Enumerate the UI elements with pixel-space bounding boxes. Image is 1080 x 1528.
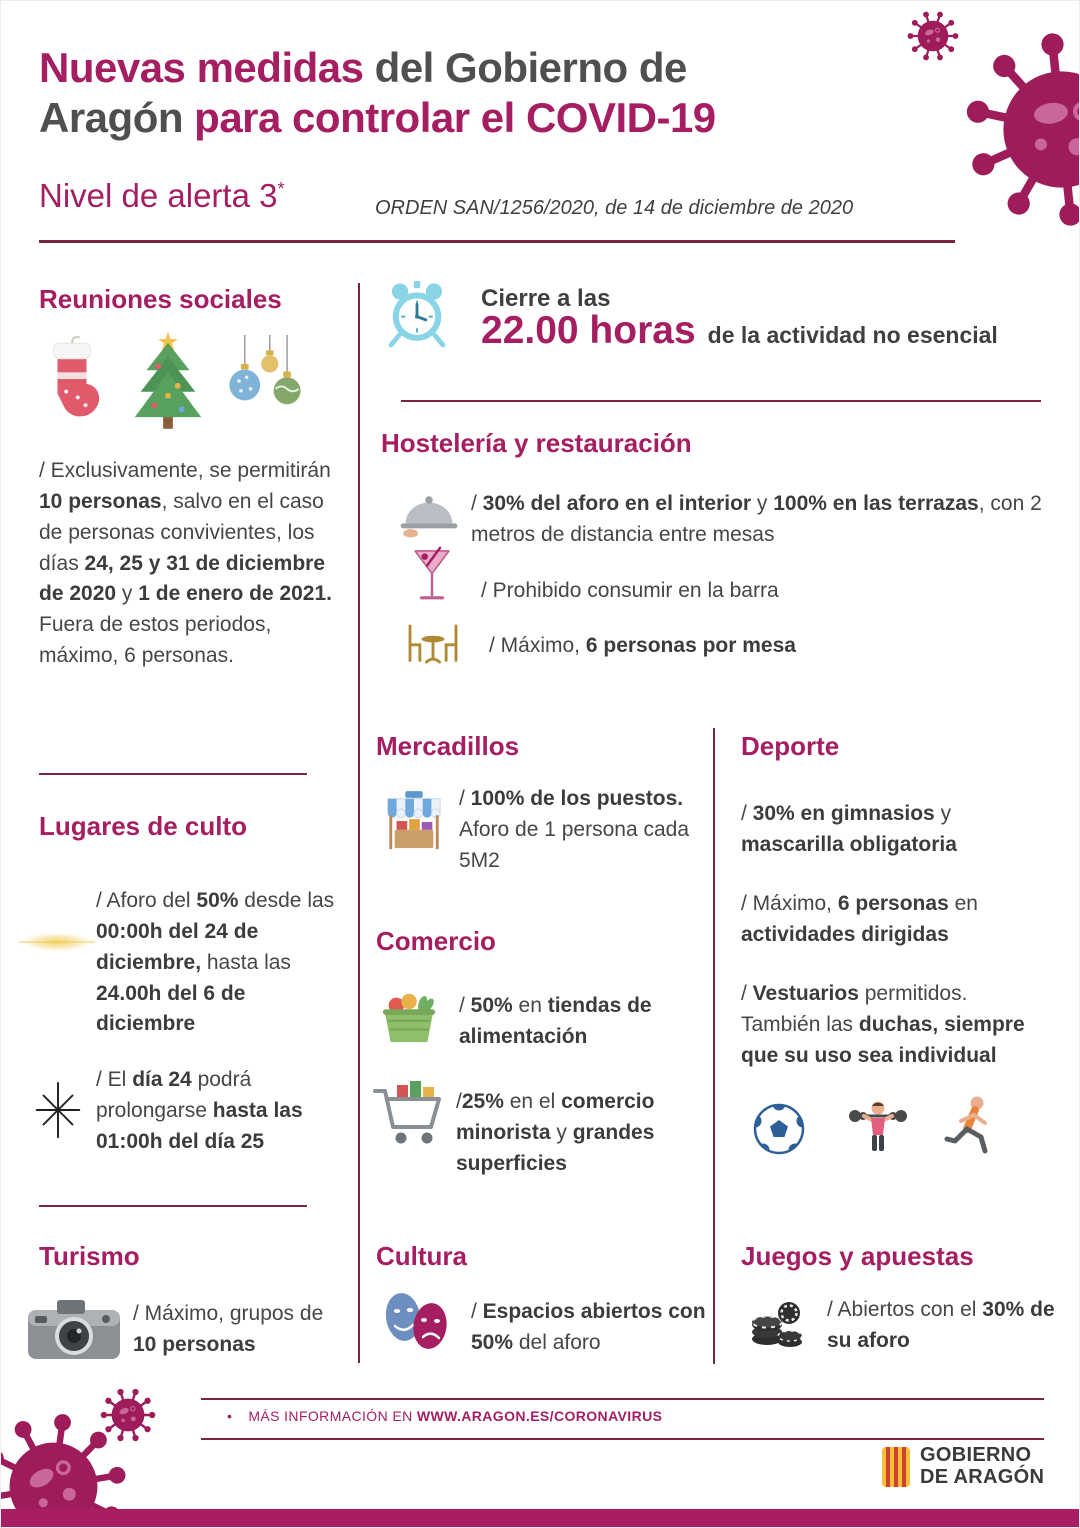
ornaments-icon bbox=[223, 335, 305, 435]
juegos-item1-text: / Abiertos con el 30% de su aforo bbox=[827, 1298, 1055, 1352]
culto-item2-text: / El día 24 podrá prolongarse hasta las 01:00h del día 25 bbox=[96, 1068, 303, 1153]
order-reference: ORDEN SAN/1256/2020, de 14 de diciembre de 2020 bbox=[375, 197, 854, 219]
closure-intro: Cierre a las bbox=[481, 285, 611, 312]
bullet: • bbox=[227, 1408, 233, 1424]
market-stall-icon bbox=[384, 791, 444, 855]
section-title-hosteleria: Hostelería y restauración bbox=[381, 428, 692, 458]
coronavirus-icon bbox=[940, 8, 1080, 251]
header-divider bbox=[39, 240, 955, 243]
christmas-tree-icon bbox=[127, 329, 209, 431]
comercio-item1-text: / 50% en tiendas de alimentación bbox=[459, 994, 652, 1048]
section-title-reuniones: Reuniones sociales bbox=[39, 284, 282, 314]
page-title bbox=[39, 43, 716, 144]
page-title-line1: Nuevas medidas del Gobierno de bbox=[39, 44, 687, 91]
deporte-item3-text: / Vestuarios permitidos. También las duchas, siempre que su uso sea individual bbox=[741, 982, 1025, 1067]
gobierno-de-aragon-logo-text bbox=[920, 1445, 1044, 1488]
hosteleria-item2-text: / Prohibido consumir en la barra bbox=[481, 579, 779, 602]
mercadillos-item1-text: / 100% de los puestos. Aforo de 1 persona cada 5M2 bbox=[459, 787, 689, 872]
christmas-stocking-icon bbox=[43, 335, 101, 425]
comercio-item2-text: /25% en el comercio minorista y grandes superficies bbox=[456, 1090, 655, 1175]
table-and-chairs-icon bbox=[401, 621, 465, 667]
cultura-item1-text: / Espacios abiertos con 50% del aforo bbox=[471, 1300, 706, 1354]
divider bbox=[401, 400, 1041, 402]
aragon-shield-icon bbox=[881, 1446, 911, 1488]
more-info-url: WWW.ARAGON.ES/CORONAVIRUS bbox=[416, 1408, 663, 1424]
gobierno-de-aragon-logo bbox=[881, 1445, 1044, 1488]
column-divider bbox=[713, 728, 715, 1364]
camera-icon bbox=[27, 1295, 121, 1361]
candle-glow-icon bbox=[15, 929, 99, 955]
more-info-label: MÁS INFORMACIÓN EN bbox=[248, 1408, 417, 1424]
section-title-turismo: Turismo bbox=[39, 1241, 140, 1271]
alert-asterisk: * bbox=[277, 179, 285, 199]
logo-line2: DE ARAGÓN bbox=[920, 1465, 1045, 1488]
alarm-clock-icon bbox=[383, 281, 451, 349]
running-icon bbox=[941, 1095, 999, 1159]
more-info-line bbox=[227, 1408, 662, 1424]
culto-item1-text: / Aforo del 50% desde las 00:00h del 24 de diciembre, hasta las 24.00h del 6 de diciembre bbox=[96, 889, 335, 1036]
section-title-deporte: Deporte bbox=[741, 731, 840, 761]
poker-chips-icon bbox=[749, 1291, 805, 1349]
section-title-mercadillos: Mercadillos bbox=[376, 731, 520, 761]
footer-bar bbox=[1, 1509, 1080, 1528]
alert-level-text: Nivel de alerta 3 bbox=[39, 177, 278, 214]
section-title-comercio: Comercio bbox=[376, 926, 496, 956]
shopping-cart-icon bbox=[371, 1081, 447, 1147]
turismo-item1-text: / Máximo, grupos de 10 personas bbox=[133, 1302, 324, 1356]
logo-line1: GOBIERNO bbox=[920, 1444, 1032, 1466]
star-icon bbox=[29, 1081, 87, 1139]
column-divider bbox=[358, 283, 360, 1363]
divider bbox=[39, 773, 307, 775]
section-title-culto: Lugares de culto bbox=[39, 811, 248, 841]
divider bbox=[39, 1205, 307, 1207]
section-title-juegos: Juegos y apuestas bbox=[741, 1241, 974, 1271]
hosteleria-item1-text: / 30% del aforo en el interior y 100% en las terrazas, con 2 metros de distancia entre mesas bbox=[471, 492, 1042, 546]
hosteleria-item3-text: / Máximo, 6 personas por mesa bbox=[489, 634, 796, 657]
serving-dish-icon bbox=[399, 491, 459, 539]
closure-time: 22.00 horas bbox=[481, 309, 696, 352]
closure-line bbox=[481, 309, 998, 353]
deporte-item2-text: / Máximo, 6 personas en actividades dirigidas bbox=[741, 892, 978, 946]
weightlifting-icon bbox=[846, 1095, 910, 1159]
coronavirus-icon bbox=[906, 9, 960, 63]
deporte-item1-text: / 30% en gimnasios y mascarilla obligatoria bbox=[741, 802, 957, 856]
page-title-line2: Aragón para controlar el COVID-19 bbox=[39, 94, 716, 142]
closure-detail: de la actividad no esencial bbox=[707, 322, 998, 348]
grocery-basket-icon bbox=[377, 986, 441, 1046]
soccer-ball-icon bbox=[753, 1103, 805, 1155]
footer-divider-top bbox=[201, 1398, 1044, 1400]
cocktail-icon bbox=[411, 546, 453, 606]
section-title-cultura: Cultura bbox=[376, 1241, 467, 1271]
alert-level bbox=[39, 177, 284, 215]
footer-divider-bottom bbox=[201, 1438, 1044, 1440]
theater-masks-icon bbox=[377, 1289, 457, 1355]
reuniones-body-text: / Exclusivamente, se permitirán 10 personas, salvo en el caso de personas convivientes, los días 24, 25 y 31 de diciembre de 2020 y 1 de enero de 2021. Fuera de estos periodos, máximo, 6 personas. bbox=[39, 459, 333, 668]
